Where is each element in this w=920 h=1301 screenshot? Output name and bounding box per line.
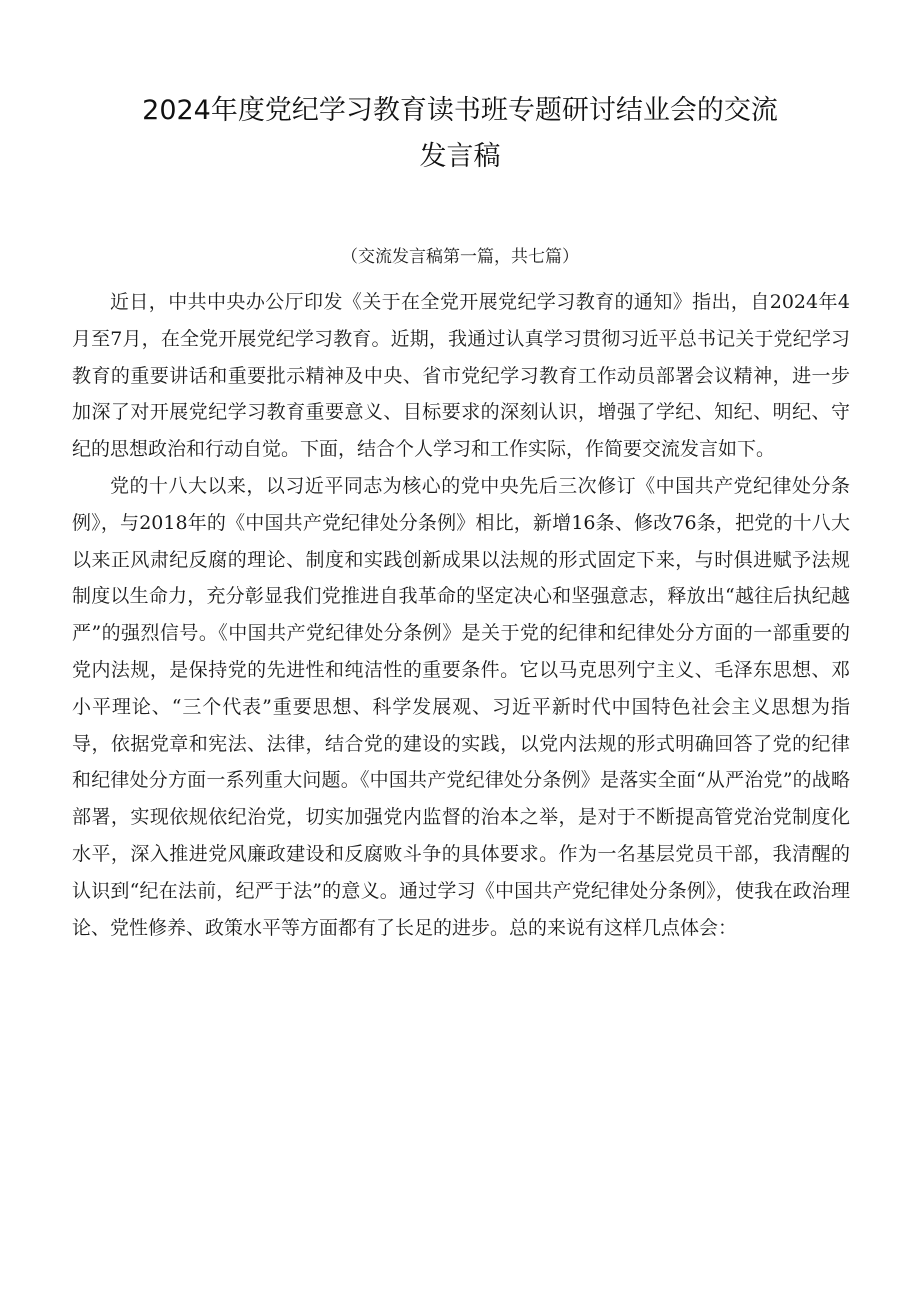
paragraph-2: 党的十八大以来，以习近平同志为核心的党中央先后三次修订《中国共产党纪律处分条例》，与2018年的《中国共产党纪律处分条例》相比，新增16条、修改76条，把党的十八大以来正风肃纪反腐的理论、制度和实践创新成果以法规的形式固定下来，与时俱进赋予法规制度以生命力，充分彰显我们党推进自我革命的坚定决心和坚强意志，释放出“越往后执纪越严”的强烈信号。《中国共产党纪律处分条例》是关于党的纪律和纪律处分方面的一部重要的党内法规，是保持党的先进性和纯洁性的重要条件。它以马克思列宁主义、毛泽东思想、邓小平理论、“三个代表”重要思想、科学发展观、习近平新时代中国特色社会主义思想为指导，依据党章和宪法、法律，结合党的建设的实践，以党内法规的形式明确回答了党的纪律和纪律处分方面一系列重大问题。《中国共产党纪律处分条例》是落实全面“从严治党”的战略部署，实现依规依纪治党，切实加强党内监督的治本之举，是对于不断提高管党治党制度化水平，深入推进党风廉政建设和反腐败斗争的具体要求。作为一名基层党员干部，我清醒的认识到“纪在法前，纪严于法”的意义。通过学习《中国共产党纪律处分条例》，使我在政治理论、党性修养、政策水平等方面都有了长足的进步。总的来说有这样几点体会：	[72, 474, 850, 939]
document-title	[60, 88, 860, 180]
title-line-2: 发言稿	[419, 141, 501, 172]
paragraph-1: 近日，中共中央办公厅印发《关于在全党开展党纪学习教育的通知》指出，自2024年4月至7月，在全党开展党纪学习教育。近期，我通过认真学习贯彻习近平总书记关于党纪学习教育的重要讲话和重要批示精神及中央、省市党纪学习教育工作动员部署会议精神，进一步加深了对开展党纪学习教育重要意义、目标要求的深刻认识，增强了学纪、知纪、明纪、守纪的思想政治和行动自觉。下面，结合个人学习和工作实际，作简要交流发言如下。	[72, 291, 850, 461]
document-body	[72, 284, 850, 946]
title-line-1: 2024年度党纪学习教育读书班专题研讨结业会的交流	[142, 95, 778, 126]
document-subtitle: （交流发言稿第一篇，共七篇）	[341, 247, 579, 267]
